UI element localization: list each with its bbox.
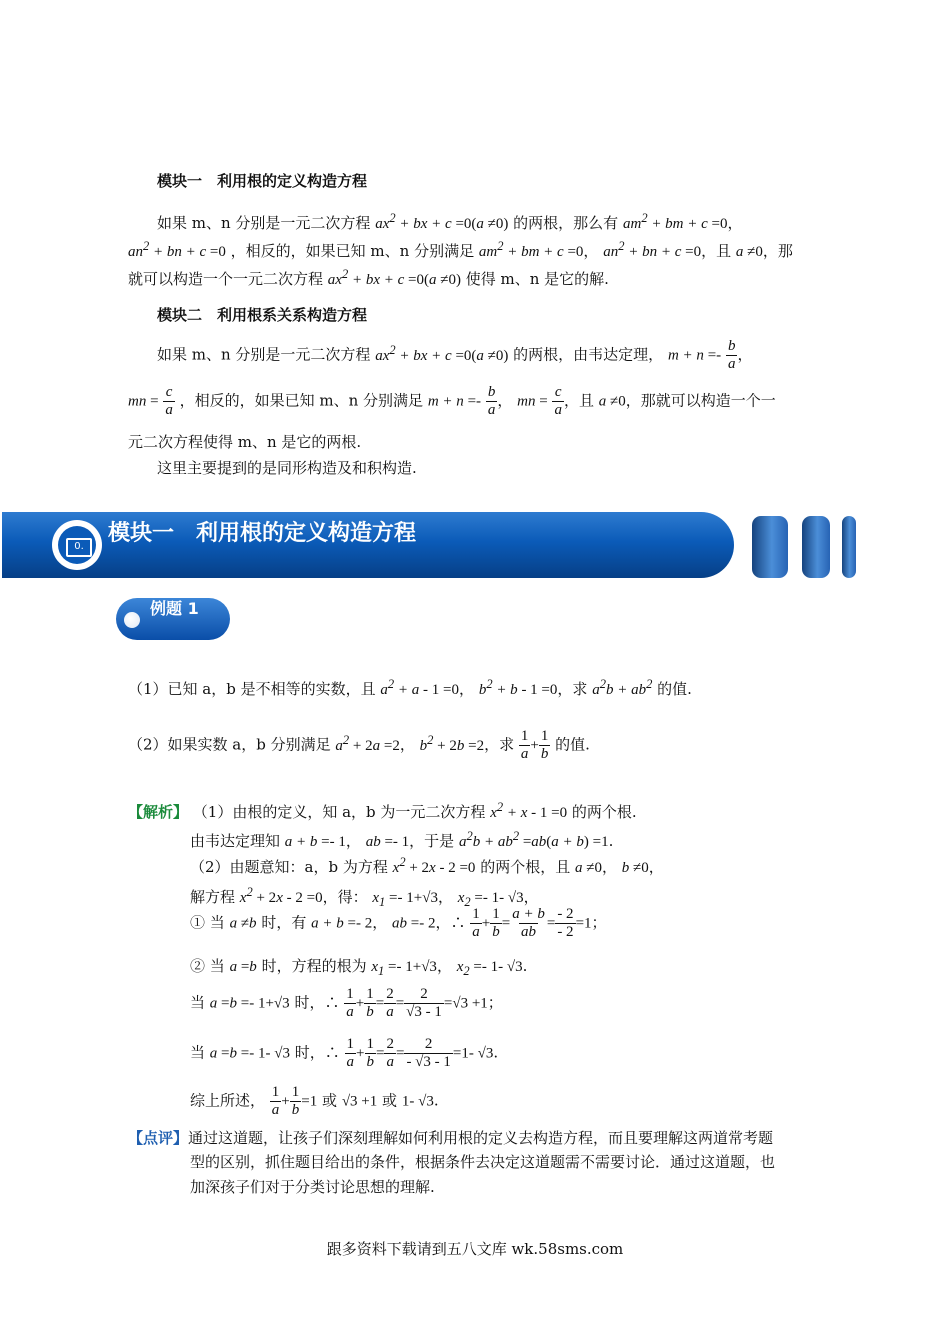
solution-tag: 【解析】 xyxy=(128,803,189,821)
example-dot-icon xyxy=(124,612,140,628)
equation-m-root: $am^2$ + bm + c =0 xyxy=(622,211,728,232)
solution-line-1: 【解析】 （1）由根的定义，知 a，b 为一元二次方程 $x^2 + x - 1 =0$ 的两个根. xyxy=(128,800,637,821)
intro-line-2: $an^2$ + bn + c =0 ，相反的，如果已知 m、n 分别满足 $am^2$ + bm + c =0， $an^2$ + bn + c =0，且 a ≠0，那 xyxy=(128,239,793,260)
banner-decor-pill-1 xyxy=(752,516,788,578)
problem-2: （2）如果实数 a，b 分别满足 $a^2 + 2a =2$， $b^2 + 2b =2$，求 $\frac{1}{a}$ + $\frac{1}{b}$ 的值. xyxy=(128,728,590,762)
equation-n-root: $an^2$ + bn + c =0 xyxy=(128,239,226,260)
vieta-product: mn = xyxy=(128,393,159,410)
intro-line-6: 元二次方程使得 m、n 是它的两根. xyxy=(128,433,362,451)
footer-download-note: 跟多资料下载请到五八文库 wk.58sms.com xyxy=(326,1240,624,1258)
comment-line-3: 加深孩子们对于分类讨论思想的理解. xyxy=(190,1178,435,1196)
intro-line-5: mn = $\frac{c}{a}$ ，相反的，如果已知 m、n 分别满足 m + n =- $\frac{b}{a}$ ， mn = $\frac{c}{a}$ ，且 a ≠0，那就可以构造一个一 xyxy=(128,384,776,418)
module-one-heading: 模块一 利用根的定义构造方程 xyxy=(157,172,368,190)
window-icon: 0. xyxy=(66,538,92,557)
solution-line-9: 综上所述， $\frac{1}{a}$ + $\frac{1}{b}$ =1 或 √3 +1 或 1- √3. xyxy=(190,1084,439,1118)
quadratic-general-form: $ax^2$ + bx + c =0(a ≠0) xyxy=(375,211,509,232)
solution-line-5: ① 当 a ≠b 时，有 a + b =- 2， ab =- 2，∴ $\frac{1}{a}$ + $\frac{1}{b}$ = $\frac{a + b}{ab}$ = $\frac{- 2}{- 2}$ =1； xyxy=(190,906,607,940)
solution-line-8: 当 a =b =- 1- √3 时，∴ $\frac{1}{a}$ + $\frac{1}{b}$ = $\frac{2}{a}$ = $\frac{2}{- √3 - 1}$ =1- √3. xyxy=(190,1036,499,1070)
intro-line-3: 就可以构造一个一元二次方程 $ax^2$ + bx + c =0(a ≠0) 使得 m、n 是它的解. xyxy=(128,267,609,288)
solution-line-3: （2）由题意知：a，b 为方程 $x^2 + 2x - 2 =0$ 的两个根，且 a ≠0， b ≠0， xyxy=(190,855,664,876)
comment-line-1: 【点评】通过这道题，让孩子们深刻理解如何利用根的定义去构造方程，而且要理解这两道常考题 xyxy=(128,1129,774,1147)
solution-line-6: ② 当 a =b 时，方程的根为 $x_1 =- 1+√3$， $x_2 =- 1-$ √3. xyxy=(190,957,528,978)
vieta-sum: m + n =- xyxy=(667,347,722,364)
module-two-heading: 模块二 利用根系关系构造方程 xyxy=(157,306,368,324)
comment-tag: 【点评】 xyxy=(128,1129,189,1147)
problem-1: （1）已知 a，b 是不相等的实数，且 $a^2 + a - 1 =0$， $b^2 + b - 1 =0$，求 $a^2b + ab^2$ 的值. xyxy=(128,677,692,698)
comment-line-2: 型的区别，抓住题目给出的条件，根据条件去决定这道题需不需要讨论．通过这道题，也 xyxy=(190,1153,776,1171)
banner-decor-pill-2 xyxy=(802,516,830,578)
banner-title: 模块一 利用根的定义构造方程 xyxy=(108,521,417,546)
solution-line-7: 当 a =b =- 1+√3 时，∴ $\frac{1}{a}$ + $\frac{1}{b}$ = $\frac{2}{a}$ = $\frac{2}{√3 - 1}$ =√3 +1； xyxy=(190,986,503,1020)
intro-line-1: 如果 m、n 分别是一元二次方程 $ax^2$ + bx + c =0(a ≠0) 的两根，那么有 $am^2$ + bm + c =0， xyxy=(157,211,743,232)
solution-line-2: 由韦达定理知 a + b =- 1， ab =- 1，于是 $a^2b + ab^2 =ab(a + b) =1$. xyxy=(190,829,614,850)
intro-line-7: 这里主要提到的是同形构造及和积构造. xyxy=(157,459,417,477)
example-label: 例题 1 xyxy=(150,599,199,618)
solution-line-4: 解方程 $x^2 + 2x - 2 =0$，得： $x_1 =- 1+√3$， $x_2 =- 1-$ √3， xyxy=(190,885,539,909)
banner-decor-pill-3 xyxy=(842,516,856,578)
intro-line-4: 如果 m、n 分别是一元二次方程 $ax^2$ + bx + c =0(a ≠0) 的两根，由韦达定理， m + n =- $\frac{b}{a}$ ， xyxy=(157,338,753,372)
